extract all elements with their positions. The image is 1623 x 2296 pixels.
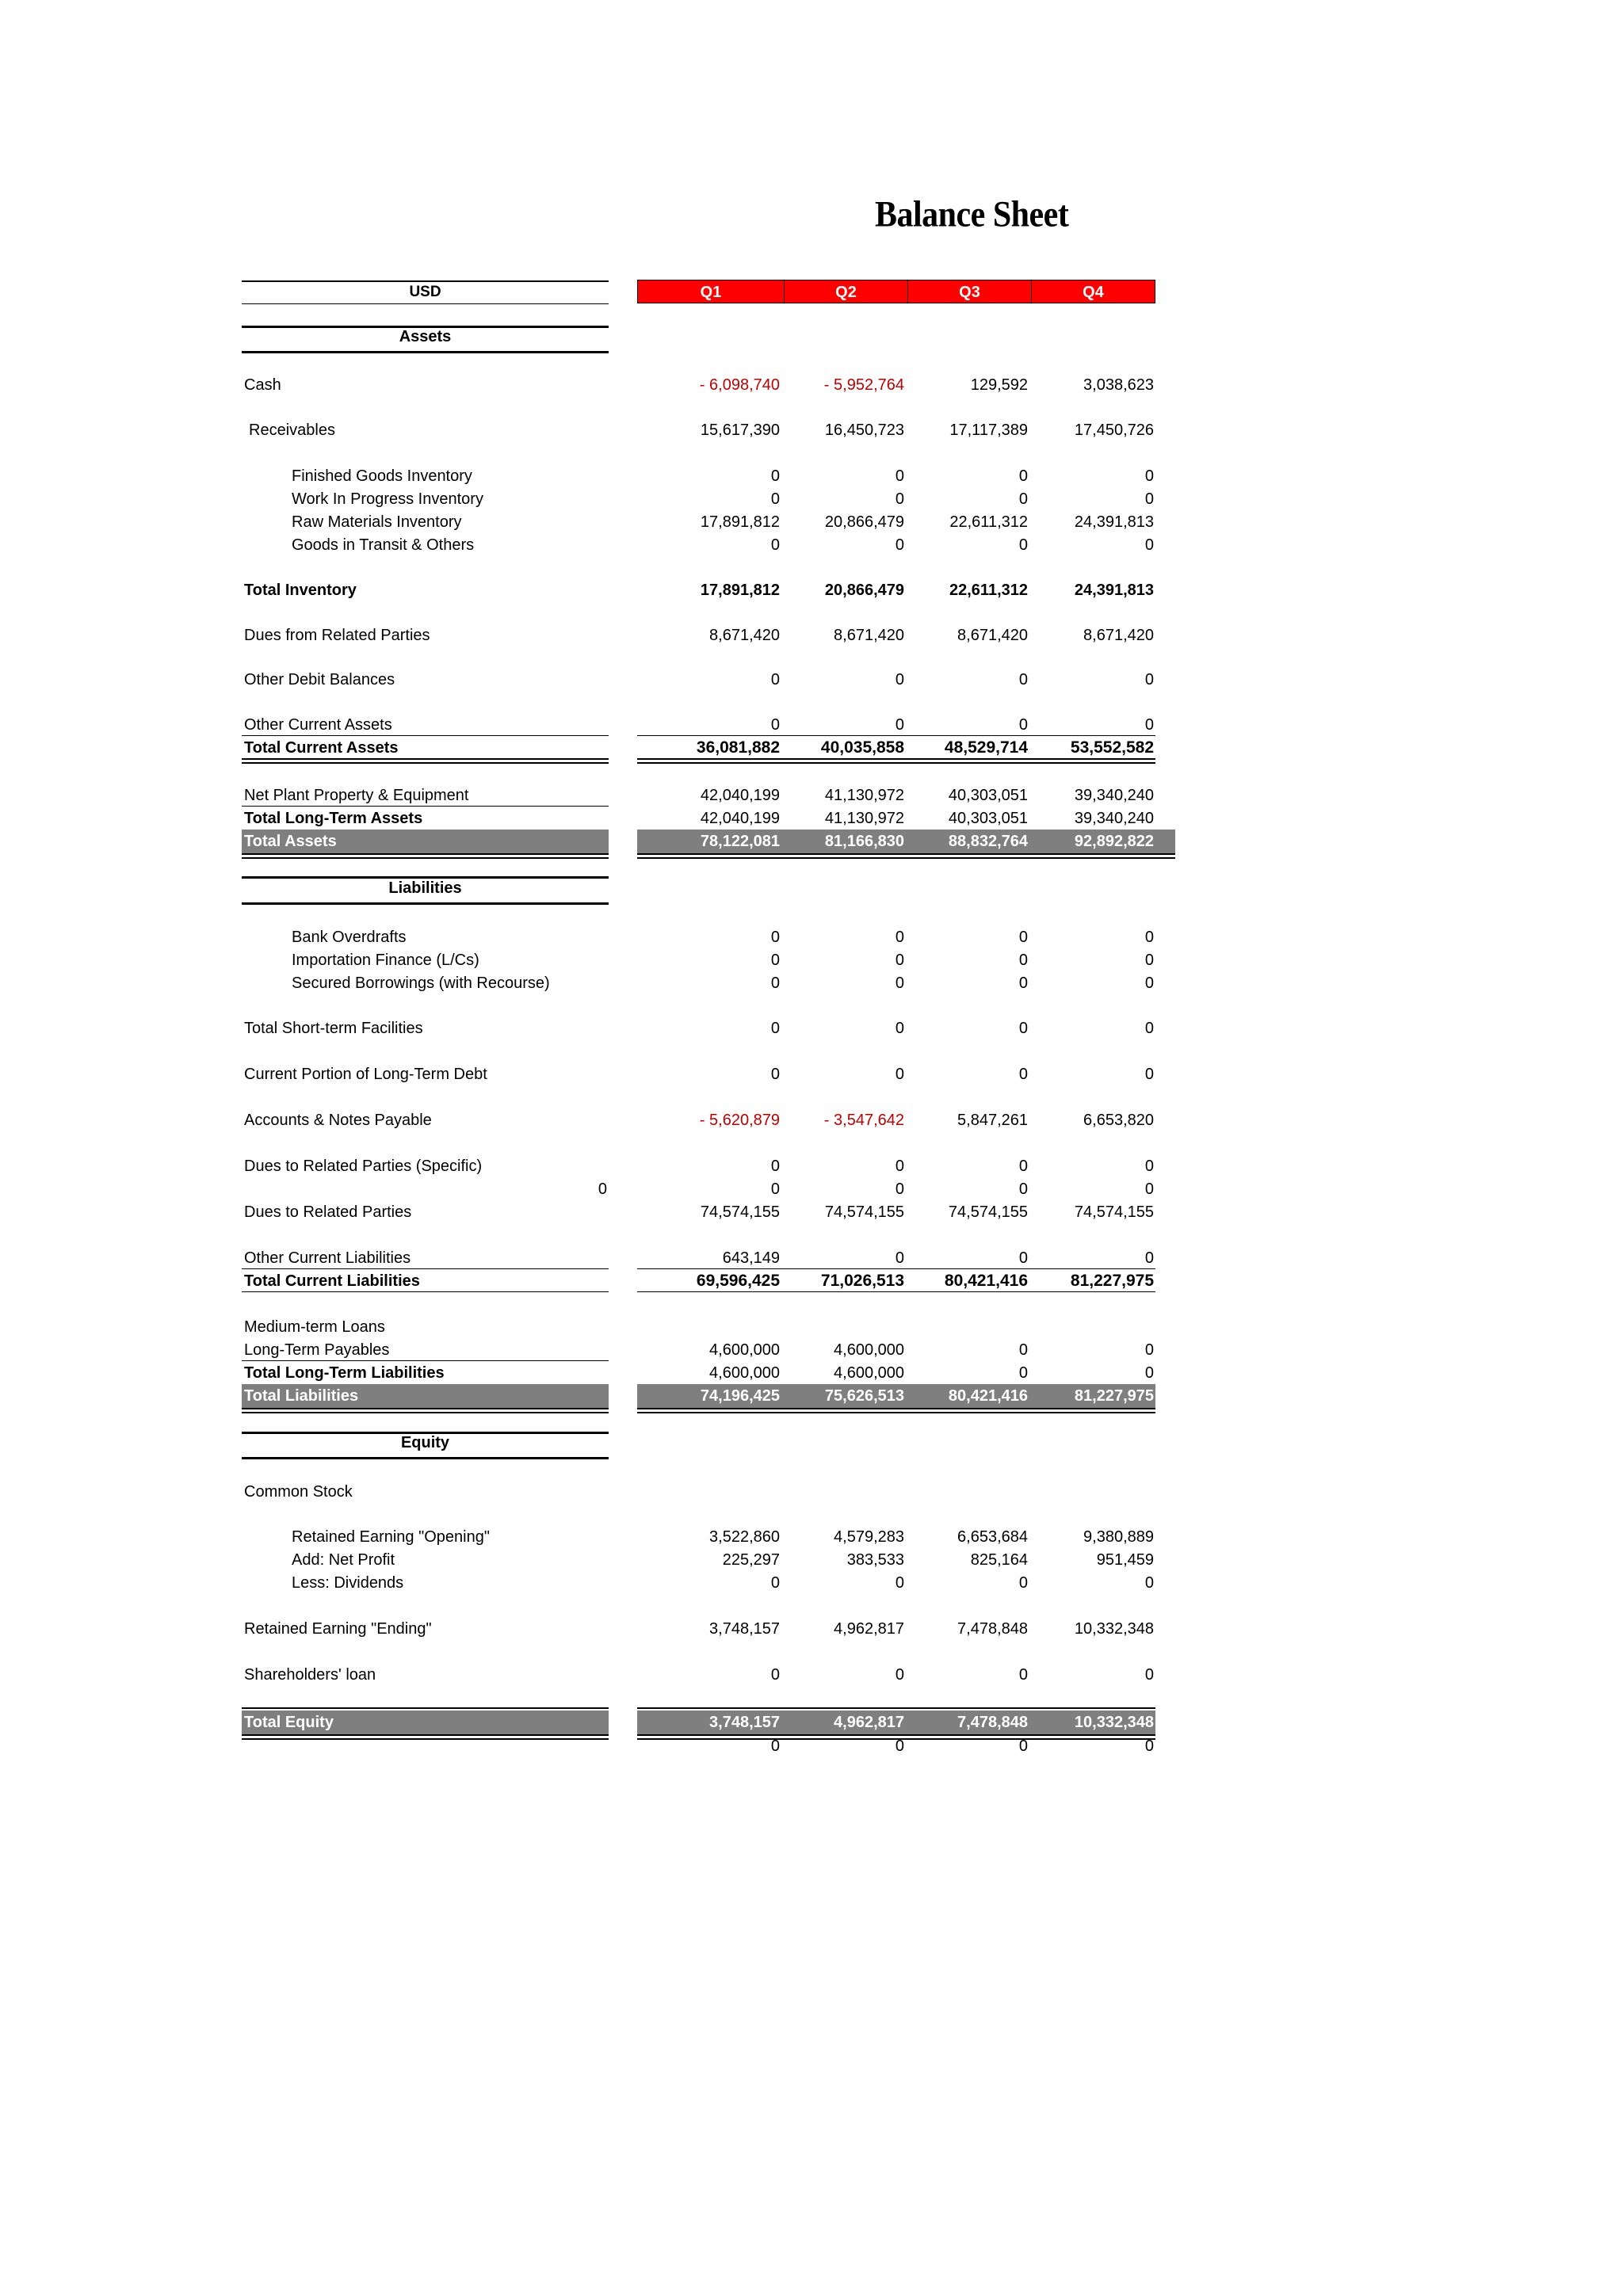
wip-inventory-label: Work In Progress Inventory [292,490,483,508]
total-assets-label: Total Assets [244,833,337,850]
re-opening-label: Retained Earning "Opening" [292,1528,490,1546]
total-equity-double-rule [242,1734,609,1740]
rule-below-total-current-assets-values-2 [637,762,1155,764]
total-st-facilities-label: Total Short-term Facilities [244,1020,423,1037]
total-inventory-q2: 20,866,479 [824,582,904,599]
total-assets-q2: 81,166,830 [824,833,904,850]
rule-below-total-current-assets-values [637,758,1155,760]
dividends-q4: 0 [1144,1574,1154,1592]
fg-inventory-label: Finished Goods Inventory [292,467,472,485]
re-opening-q4: 9,380,889 [1083,1528,1154,1546]
lt-payables-q1: 4,600,000 [709,1341,780,1359]
total-assets-double-rule-values [637,853,1175,859]
total-liab-q4: 81,227,975 [1074,1387,1154,1405]
total-equity-q4: 10,332,348 [1074,1714,1154,1731]
quarter-header-q1: Q1 [637,280,785,303]
receivables-q1: 15,617,390 [700,421,780,439]
dues-from-related-label: Dues from Related Parties [244,627,430,644]
shareholders-loan-label: Shareholders' loan [244,1666,376,1684]
total-lt-assets-q3: 40,303,051 [948,810,1028,827]
total-lt-assets-q4: 39,340,240 [1074,810,1154,827]
accounts-payable-q3: 5,847,261 [957,1112,1028,1129]
current-portion-ltd-q3: 0 [1018,1066,1028,1083]
re-opening-q3: 6,653,684 [957,1528,1028,1546]
unnamed-row-label: 0 [598,1180,607,1198]
transit-inventory-q2: 0 [895,536,904,554]
total-current-liab-q1: 69,596,425 [696,1272,780,1290]
dues-from-related-q3: 8,671,420 [957,627,1028,644]
rule-above-total-equity-values [637,1707,1155,1709]
liabilities-bottom-rule [242,902,609,905]
dividends-q3: 0 [1018,1574,1028,1592]
re-ending-q3: 7,478,848 [957,1620,1028,1638]
liabilities-top-rule [242,876,609,879]
total-liab-q3: 80,421,416 [948,1387,1028,1405]
usd-bottom-rule [242,303,609,304]
rule-above-total-lt-assets [242,806,609,807]
re-ending-q4: 10,332,348 [1074,1620,1154,1638]
shareholders-loan-q3: 0 [1018,1666,1028,1684]
wip-inventory-q2: 0 [895,490,904,508]
unnamed-row-q1: 0 [770,1180,780,1198]
net-profit-q4: 951,459 [1096,1551,1154,1569]
transit-inventory-q3: 0 [1018,536,1028,554]
rule-above-total-current-assets-values [637,735,1155,736]
section-assets: Assets [399,328,452,345]
cash-q1: - 6,098,740 [699,376,780,394]
current-portion-ltd-q4: 0 [1144,1066,1154,1083]
equity-bottom-rule [242,1457,609,1459]
fg-inventory-q4: 0 [1144,467,1154,485]
dues-from-related-q4: 8,671,420 [1083,627,1154,644]
accounts-payable-label: Accounts & Notes Payable [244,1112,432,1129]
unnamed-row-q2: 0 [895,1180,904,1198]
raw-inventory-q2: 20,866,479 [824,513,904,531]
total-assets-q1: 78,122,081 [700,833,780,850]
secured-borrowings-q3: 0 [1018,974,1028,992]
total-inventory-q3: 22,611,312 [949,582,1028,599]
accounts-payable-q1: - 5,620,879 [699,1112,780,1129]
raw-inventory-q3: 22,611,312 [949,513,1028,531]
page-title: Balance Sheet [875,194,1069,235]
total-equity-q3: 7,478,848 [957,1714,1028,1731]
importation-finance-q4: 0 [1144,952,1154,969]
accounts-payable-q2: - 3,547,642 [823,1112,904,1129]
secured-borrowings-q1: 0 [770,974,780,992]
rule-below-total-current-liab-values [637,1291,1155,1292]
check-row-q3: 0 [1018,1737,1028,1755]
receivables-label: Receivables [249,421,335,439]
total-liab-double-rule [242,1408,609,1413]
rule-above-total-lt-liab [242,1360,609,1361]
common-stock-label: Common Stock [244,1483,353,1501]
bank-overdrafts-q4: 0 [1144,929,1154,946]
re-opening-q1: 3,522,860 [709,1528,780,1546]
dividends-q1: 0 [770,1574,780,1592]
total-current-liab-q2: 71,026,513 [820,1272,904,1290]
currency-label: USD [409,284,441,300]
total-st-facilities-q4: 0 [1144,1020,1154,1037]
total-lt-liab-q4: 0 [1144,1364,1154,1382]
lt-payables-q3: 0 [1018,1341,1028,1359]
other-current-assets-q2: 0 [895,716,904,734]
total-liab-q1: 74,196,425 [700,1387,780,1405]
other-debit-q1: 0 [770,671,780,688]
secured-borrowings-label: Secured Borrowings (with Recourse) [292,974,550,992]
total-current-liab-q4: 81,227,975 [1070,1272,1154,1290]
total-lt-liab-q3: 0 [1018,1364,1028,1382]
dues-to-related-q1: 74,574,155 [700,1203,780,1221]
other-debit-label: Other Debit Balances [244,671,395,688]
raw-inventory-label: Raw Materials Inventory [292,513,462,531]
net-ppe-q4: 39,340,240 [1074,787,1154,804]
importation-finance-label: Importation Finance (L/Cs) [292,952,479,969]
total-st-facilities-q2: 0 [895,1020,904,1037]
total-st-facilities-q1: 0 [770,1020,780,1037]
net-ppe-label: Net Plant Property & Equipment [244,787,469,804]
total-equity-q2: 4,962,817 [834,1714,904,1731]
other-current-liab-q1: 643,149 [722,1249,780,1267]
bank-overdrafts-q2: 0 [895,929,904,946]
cash-q2: - 5,952,764 [823,376,904,394]
net-profit-q2: 383,533 [846,1551,904,1569]
importation-finance-q3: 0 [1018,952,1028,969]
total-current-liab-label: Total Current Liabilities [244,1272,420,1290]
total-inventory-q4: 24,391,813 [1074,582,1154,599]
re-opening-q2: 4,579,283 [834,1528,904,1546]
check-row-q1: 0 [770,1737,780,1755]
other-current-assets-q4: 0 [1144,716,1154,734]
shareholders-loan-q4: 0 [1144,1666,1154,1684]
importation-finance-q1: 0 [770,952,780,969]
quarter-header-q3: Q3 [907,280,1032,303]
current-portion-ltd-label: Current Portion of Long-Term Debt [244,1066,487,1083]
cash-q3: 129,592 [970,376,1028,394]
fg-inventory-q1: 0 [770,467,780,485]
fg-inventory-q3: 0 [1018,467,1028,485]
receivables-q2: 16,450,723 [824,421,904,439]
rule-below-total-current-assets-label-2 [242,762,609,764]
total-current-assets-q3: 48,529,714 [944,738,1028,757]
unnamed-row-q4: 0 [1144,1180,1154,1198]
rule-below-total-current-liab-label [242,1291,609,1292]
rule-above-total-equity-label [242,1707,609,1709]
total-current-liab-q3: 80,421,416 [944,1272,1028,1290]
total-assets-q4: 92,892,822 [1074,833,1154,850]
dues-from-related-q2: 8,671,420 [834,627,904,644]
other-debit-q3: 0 [1018,671,1028,688]
unnamed-row-q3: 0 [1018,1180,1028,1198]
rule-above-total-current-liab-values [637,1268,1155,1269]
quarter-header-q4: Q4 [1031,280,1155,303]
lt-payables-q2: 4,600,000 [834,1341,904,1359]
transit-inventory-label: Goods in Transit & Others [292,536,475,554]
shareholders-loan-q1: 0 [770,1666,780,1684]
dues-related-specific-q4: 0 [1144,1158,1154,1175]
total-lt-liab-q1: 4,600,000 [709,1364,780,1382]
shareholders-loan-q2: 0 [895,1666,904,1684]
total-current-assets-q4: 53,552,582 [1070,738,1154,757]
other-debit-q2: 0 [895,671,904,688]
dues-to-related-label: Dues to Related Parties [244,1203,412,1221]
current-portion-ltd-q1: 0 [770,1066,780,1083]
other-current-assets-q3: 0 [1018,716,1028,734]
receivables-q3: 17,117,389 [949,421,1028,439]
total-lt-liab-q2: 4,600,000 [834,1364,904,1382]
re-ending-q1: 3,748,157 [709,1620,780,1638]
check-row-q4: 0 [1144,1737,1154,1755]
re-ending-label: Retained Earning "Ending" [244,1620,432,1638]
dues-related-specific-q3: 0 [1018,1158,1028,1175]
bank-overdrafts-q3: 0 [1018,929,1028,946]
raw-inventory-q4: 24,391,813 [1074,513,1154,531]
total-current-assets-label: Total Current Assets [244,739,399,757]
net-profit-q1: 225,297 [722,1551,780,1569]
section-equity: Equity [400,1434,450,1451]
other-current-liab-q4: 0 [1144,1249,1154,1267]
other-current-assets-label: Other Current Assets [244,716,392,734]
cash-q4: 3,038,623 [1083,376,1154,394]
total-liab-double-rule-values [637,1408,1155,1413]
total-liab-label: Total Liabilities [244,1387,359,1405]
dues-related-specific-q1: 0 [770,1158,780,1175]
total-inventory-label: Total Inventory [244,582,357,599]
total-equity-q1: 3,748,157 [709,1714,780,1731]
importation-finance-q2: 0 [895,952,904,969]
total-current-assets-q2: 40,035,858 [820,738,904,757]
total-assets-q3: 88,832,764 [948,833,1028,850]
medium-term-loans-label: Medium-term Loans [244,1318,385,1336]
accounts-payable-q4: 6,653,820 [1083,1112,1154,1129]
dues-from-related-q1: 8,671,420 [709,627,780,644]
total-lt-assets-q1: 42,040,199 [700,810,780,827]
total-current-assets-q1: 36,081,882 [696,738,780,757]
wip-inventory-q1: 0 [770,490,780,508]
dues-to-related-q3: 74,574,155 [948,1203,1028,1221]
dues-to-related-q4: 74,574,155 [1074,1203,1154,1221]
net-profit-label: Add: Net Profit [292,1551,395,1569]
total-lt-assets-label: Total Long-Term Assets [244,810,423,827]
bank-overdrafts-label: Bank Overdrafts [292,929,407,946]
total-equity-label: Total Equity [244,1714,334,1731]
check-row-q2: 0 [895,1737,904,1755]
total-assets-double-rule [242,853,609,859]
net-ppe-q3: 40,303,051 [948,787,1028,804]
transit-inventory-q1: 0 [770,536,780,554]
rule-below-total-current-assets-label [242,758,609,760]
other-current-liab-label: Other Current Liabilities [244,1249,411,1267]
lt-payables-label: Long-Term Payables [244,1341,390,1359]
current-portion-ltd-q2: 0 [895,1066,904,1083]
other-current-liab-q3: 0 [1018,1249,1028,1267]
raw-inventory-q1: 17,891,812 [700,513,780,531]
dividends-label: Less: Dividends [292,1574,404,1592]
secured-borrowings-q4: 0 [1144,974,1154,992]
other-debit-q4: 0 [1144,671,1154,688]
rule-above-total-current-liab-label [242,1268,609,1269]
other-current-assets-q1: 0 [770,716,780,734]
rule-above-total-current-assets-label [242,735,609,736]
net-ppe-q1: 42,040,199 [700,787,780,804]
total-liab-q2: 75,626,513 [824,1387,904,1405]
wip-inventory-q4: 0 [1144,490,1154,508]
bank-overdrafts-q1: 0 [770,929,780,946]
total-lt-liab-label: Total Long-Term Liabilities [244,1364,445,1382]
dues-related-specific-q2: 0 [895,1158,904,1175]
dues-to-related-q2: 74,574,155 [824,1203,904,1221]
assets-bottom-rule [242,351,609,353]
wip-inventory-q3: 0 [1018,490,1028,508]
other-current-liab-q2: 0 [895,1249,904,1267]
quarter-header-q2: Q2 [784,280,908,303]
fg-inventory-q2: 0 [895,467,904,485]
net-profit-q3: 825,164 [970,1551,1028,1569]
lt-payables-q4: 0 [1144,1341,1154,1359]
secured-borrowings-q2: 0 [895,974,904,992]
dividends-q2: 0 [895,1574,904,1592]
dues-related-specific-label: Dues to Related Parties (Specific) [244,1158,483,1175]
section-liabilities: Liabilities [388,879,462,897]
cash-label: Cash [244,376,281,394]
re-ending-q2: 4,962,817 [834,1620,904,1638]
total-inventory-q1: 17,891,812 [700,582,780,599]
transit-inventory-q4: 0 [1144,536,1154,554]
receivables-q4: 17,450,726 [1074,421,1154,439]
total-st-facilities-q3: 0 [1018,1020,1028,1037]
net-ppe-q2: 41,130,972 [824,787,904,804]
total-lt-assets-q2: 41,130,972 [824,810,904,827]
